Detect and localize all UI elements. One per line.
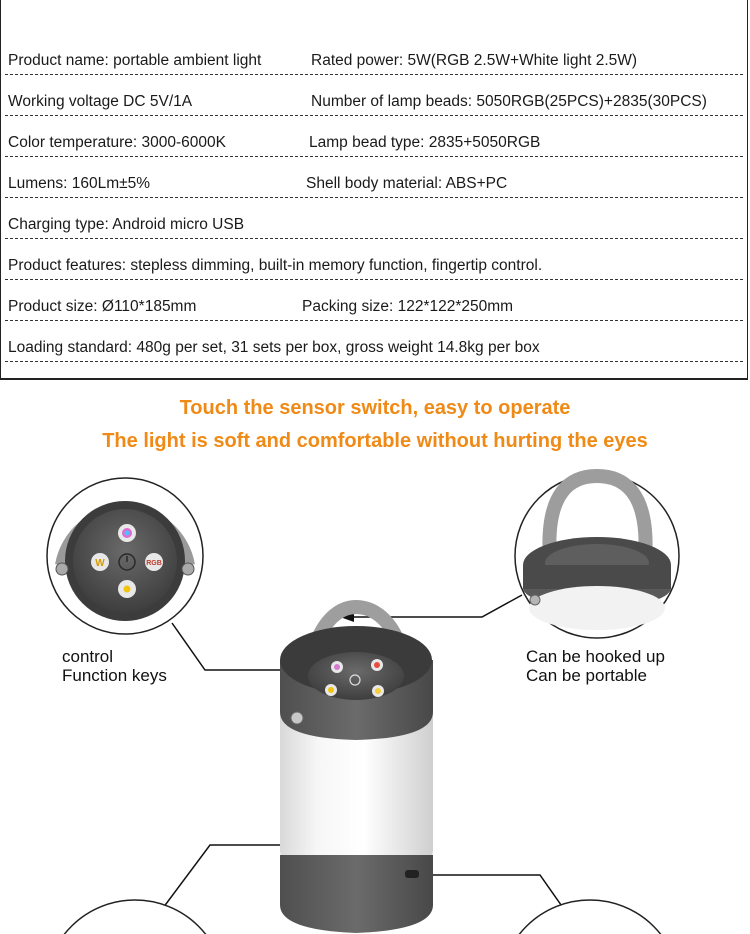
spec-left: Charging type: Android micro USB [8, 216, 245, 233]
svg-text:RGB: RGB [146, 560, 162, 567]
control-label: control [62, 647, 114, 666]
spec-left: Color temperature: 3000-6000K [8, 134, 226, 151]
spec-left: Loading standard: 480g per set, 31 sets per box, gross weight 14.8kg per box [8, 339, 540, 356]
spec-left: Product name: portable ambient light [8, 52, 262, 69]
spec-left: Lumens: 160Lm±5% [8, 175, 151, 192]
spec-right: Packing size: 122*122*250mm [302, 298, 514, 315]
headline-soft-light: The light is soft and comfortable without hurting the eyes [102, 430, 648, 452]
spec-left: Product size: Ø110*185mm [8, 298, 197, 315]
bottom-right-zoom [500, 900, 680, 934]
svg-text:W: W [95, 558, 105, 569]
portable-label: Can be portable [526, 666, 647, 685]
spec-right: Shell body material: ABS+PC [306, 175, 508, 192]
hooked-up-label: Can be hooked up [526, 647, 665, 666]
bottom-left-zoom [45, 900, 225, 934]
headline-touch: Touch the sensor switch, easy to operate [179, 397, 571, 419]
spec-right: Number of lamp beads: 5050RGB(25PCS)+2835(30PCS) [311, 93, 707, 110]
spec-right: Rated power: 5W(RGB 2.5W+White light 2.5W) [311, 52, 638, 69]
spec-left: Working voltage DC 5V/1A [8, 93, 193, 110]
spec-right: Lamp bead type: 2835+5050RGB [309, 134, 541, 151]
lamp-illustration [280, 607, 433, 933]
function-keys-label: Function keys [62, 666, 167, 685]
handle-zoom [515, 474, 679, 638]
usb-port-icon [405, 870, 419, 878]
control-panel-zoom [47, 478, 203, 634]
spec-left: Product features: stepless dimming, built-in memory function, fingertip control. [8, 257, 543, 274]
